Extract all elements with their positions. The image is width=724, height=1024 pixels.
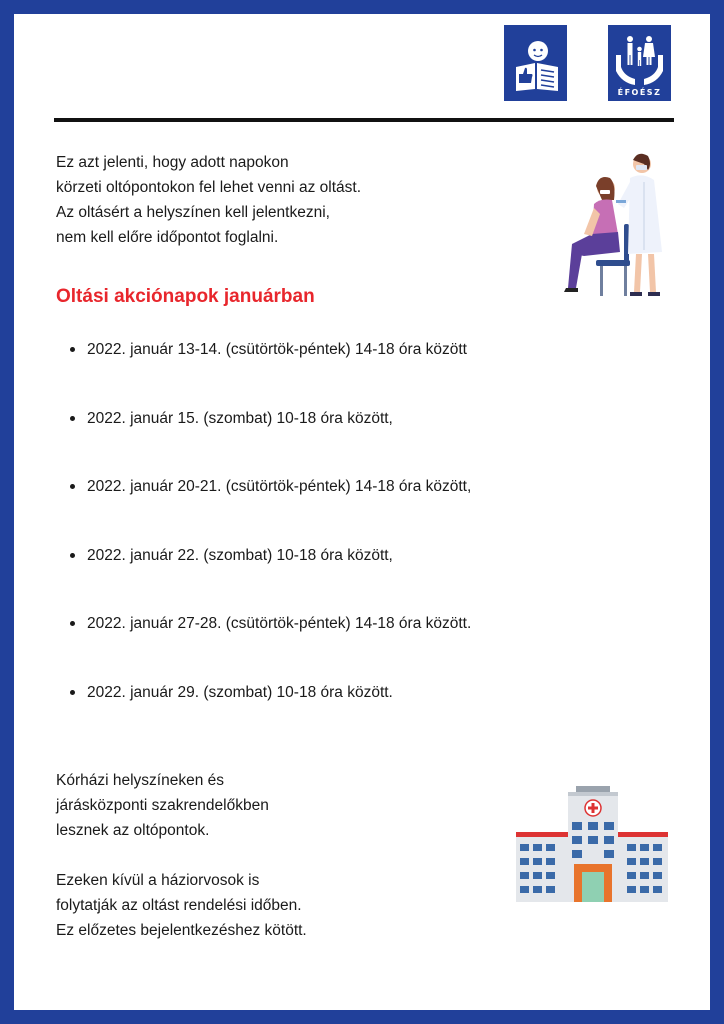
intro-line: nem kell előre időpontot foglalni. (56, 229, 279, 246)
easy-read-logo (504, 25, 567, 101)
header-rule (54, 118, 674, 122)
list-item: 2022. január 15. (szombat) 10-18 óra között, (70, 405, 471, 474)
list-item: 2022. január 22. (szombat) 10-18 óra között, (70, 542, 471, 611)
efoesz-logo-label: ÉFOÉSZ (617, 88, 662, 97)
vaccination-illustration (544, 142, 684, 302)
easy-read-icon (504, 25, 567, 101)
hospital-info-line: járásközponti szakrendelőkben (56, 797, 269, 814)
hospital-info-line: folytatják az oltást rendelési időben. (56, 897, 302, 914)
paragraph-gap (56, 843, 456, 868)
hospital-illustration (516, 784, 668, 902)
hospital-info-text (56, 768, 456, 943)
campaign-dates-list (70, 336, 471, 748)
hospital-info-line: Ezeken kívül a háziorvosok is (56, 872, 260, 889)
intro-line: körzeti oltópontokon fel lehet venni az oltást. (56, 179, 362, 196)
hospital-info-line: Kórházi helyszíneken és (56, 772, 225, 789)
list-item: 2022. január 29. (szombat) 10-18 óra között. (70, 679, 471, 748)
hospital-info-line: lesznek az oltópontok. (56, 822, 210, 839)
efoesz-logo (608, 25, 671, 101)
list-item: 2022. január 13-14. (csütörtök-péntek) 14-18 óra között (70, 336, 471, 405)
document-page (14, 14, 710, 1010)
list-item: 2022. január 27-28. (csütörtök-péntek) 14-18 óra között. (70, 610, 471, 679)
campaign-heading: Oltási akciónapok januárban (56, 286, 315, 307)
intro-line: Az oltásért a helyszínen kell jelentkezni, (56, 204, 330, 221)
list-item: 2022. január 20-21. (csütörtök-péntek) 14-18 óra között, (70, 473, 471, 542)
intro-line: Ez azt jelenti, hogy adott napokon (56, 154, 289, 171)
hospital-info-line: Ez előzetes bejelentkezéshez kötött. (56, 922, 307, 939)
intro-text (56, 150, 486, 250)
